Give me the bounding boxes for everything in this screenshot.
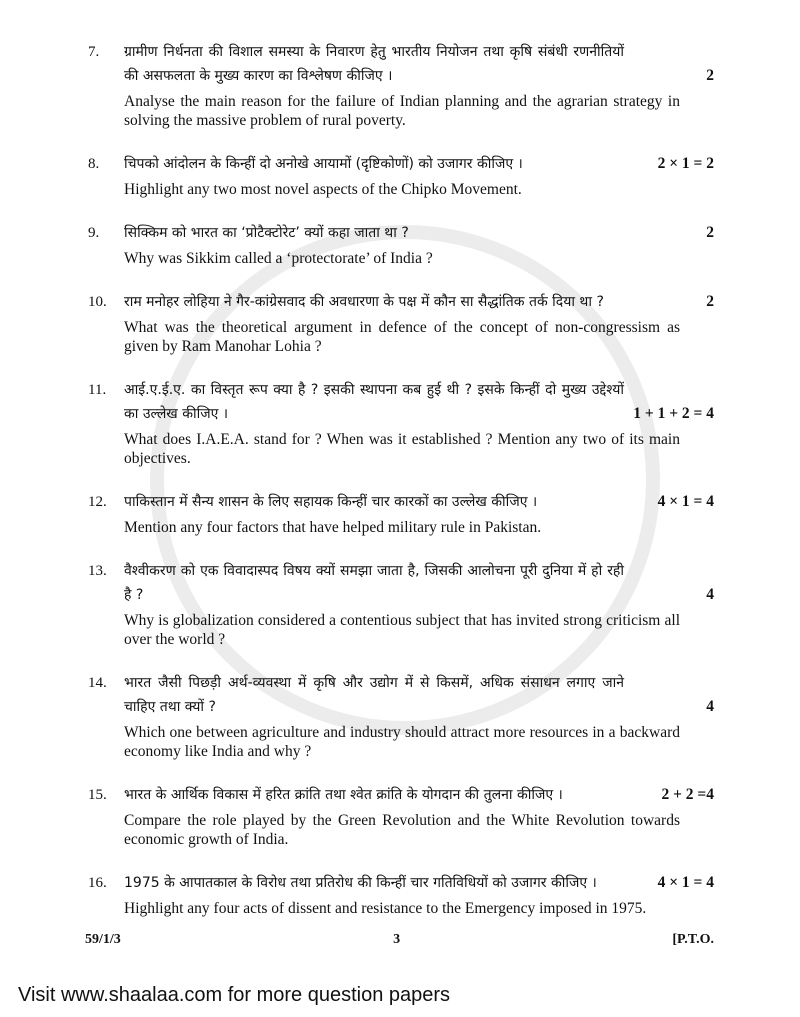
question-hindi: राम मनोहर लोहिया ने गैर-कांग्रेसवाद की अवधारणा के पक्ष में कौन सा सैद्धांतिक तर्क दिया था ? — [124, 294, 604, 310]
question-number: 9. — [88, 225, 100, 241]
question-english: Compare the role played by the Green Revolution and the White Revolution towards economic growth of India. — [124, 812, 680, 848]
question-marks: 4 × 1 = 4 — [657, 493, 714, 510]
question-number: 10. — [88, 294, 107, 310]
question-marks: 2 + 2 =4 — [661, 786, 714, 803]
question-10 — [88, 290, 714, 356]
promo-link[interactable]: Visit www.shaalaa.com for more question papers — [18, 984, 451, 1006]
question-number: 15. — [88, 787, 107, 803]
paper-code: 59/1/3 — [85, 932, 121, 947]
question-english: What was the theoretical argument in defence of the concept of non-congressism as given by Ram Manohar Lohia ? — [124, 319, 680, 355]
question-12 — [88, 490, 714, 537]
question-hindi: भारत जैसी पिछड़ी अर्थ-व्यवस्था में कृषि और उद्योग में से किसमें, अधिक संसाधन लगाए जाने चाहिए तथा क्यों ? — [124, 675, 624, 715]
question-hindi: भारत के आर्थिक विकास में हरित क्रांति तथा श्वेत क्रांति के योगदान की तुलना कीजिए । — [124, 787, 563, 803]
question-hindi: चिपको आंदोलन के किन्हीं दो अनोखे आयामों (दृष्टिकोणों) को उजागर कीजिए । — [124, 156, 523, 172]
question-8 — [88, 152, 714, 199]
question-hindi: पाकिस्तान में सैन्य शासन के लिए सहायक किन्हीं चार कारकों का उल्लेख कीजिए । — [124, 494, 538, 510]
question-english: Which one between agriculture and industry should attract more resources in a backward economy like India and why ? — [124, 724, 680, 760]
question-hindi: सिक्किम को भारत का ‘प्रोटैक्टोरेट’ क्यों कहा जाता था ? — [124, 225, 409, 241]
question-hindi: आई.ए.ई.ए. का विस्तृत रूप क्या है ? इसकी स्थापना कब हुई थी ? इसके किन्हीं दो मुख्य उद्देश्यों का उल्लेख कीजिए । — [124, 382, 624, 422]
question-14 — [88, 671, 714, 761]
question-11 — [88, 378, 714, 468]
question-marks: 1 + 1 + 2 = 4 — [633, 405, 714, 422]
question-english: Why was Sikkim called a ‘protectorate’ of India ? — [124, 250, 433, 267]
question-marks: 2 × 1 = 2 — [657, 155, 714, 172]
question-number: 12. — [88, 494, 107, 510]
question-marks: 4 — [706, 586, 714, 603]
page-number: 3 — [393, 932, 401, 947]
page-footer — [85, 932, 714, 948]
question-marks: 4 × 1 = 4 — [657, 874, 714, 891]
questions-list — [88, 40, 714, 918]
question-marks: 2 — [706, 224, 714, 241]
question-number: 8. — [88, 156, 100, 172]
question-hindi: ग्रामीण निर्धनता की विशाल समस्या के निवारण हेतु भारतीय नियोजन तथा कृषि संबंधी रणनीतियों की असफलता के मुख्य कारण का विश्लेषण कीजिए । — [124, 44, 624, 84]
question-english: What does I.A.E.A. stand for ? When was it established ? Mention any two of its main objectives. — [124, 431, 680, 467]
pto-label: [P.T.O. — [672, 932, 714, 947]
question-number: 11. — [88, 382, 107, 398]
question-13 — [88, 559, 714, 649]
question-9 — [88, 221, 714, 268]
question-english: Mention any four factors that have helped military rule in Pakistan. — [124, 519, 542, 536]
question-number: 16. — [88, 875, 107, 891]
question-hindi: 1975 के आपातकाल के विरोध तथा प्रतिरोध की किन्हीं चार गतिविधियों को उजागर कीजिए । — [124, 875, 597, 891]
question-english: Highlight any four acts of dissent and resistance to the Emergency imposed in 1975. — [124, 900, 647, 917]
question-16 — [88, 871, 714, 918]
question-hindi: वैश्वीकरण को एक विवादास्पद विषय क्यों समझा जाता है, जिसकी आलोचना पूरी दुनिया में हो रही है ? — [124, 563, 624, 603]
question-7 — [88, 40, 714, 130]
question-number: 14. — [88, 675, 107, 691]
question-marks: 2 — [706, 293, 714, 310]
question-marks: 2 — [706, 67, 714, 84]
question-number: 7. — [88, 44, 100, 60]
question-marks: 4 — [706, 698, 714, 715]
question-english: Highlight any two most novel aspects of the Chipko Movement. — [124, 181, 522, 198]
question-english: Analyse the main reason for the failure of Indian planning and the agrarian strategy in solving the massive problem of rural poverty. — [124, 93, 680, 129]
question-number: 13. — [88, 563, 107, 579]
question-english: Why is globalization considered a contentious subject that has invited strong criticism all over the world ? — [124, 612, 680, 648]
question-15 — [88, 783, 714, 849]
